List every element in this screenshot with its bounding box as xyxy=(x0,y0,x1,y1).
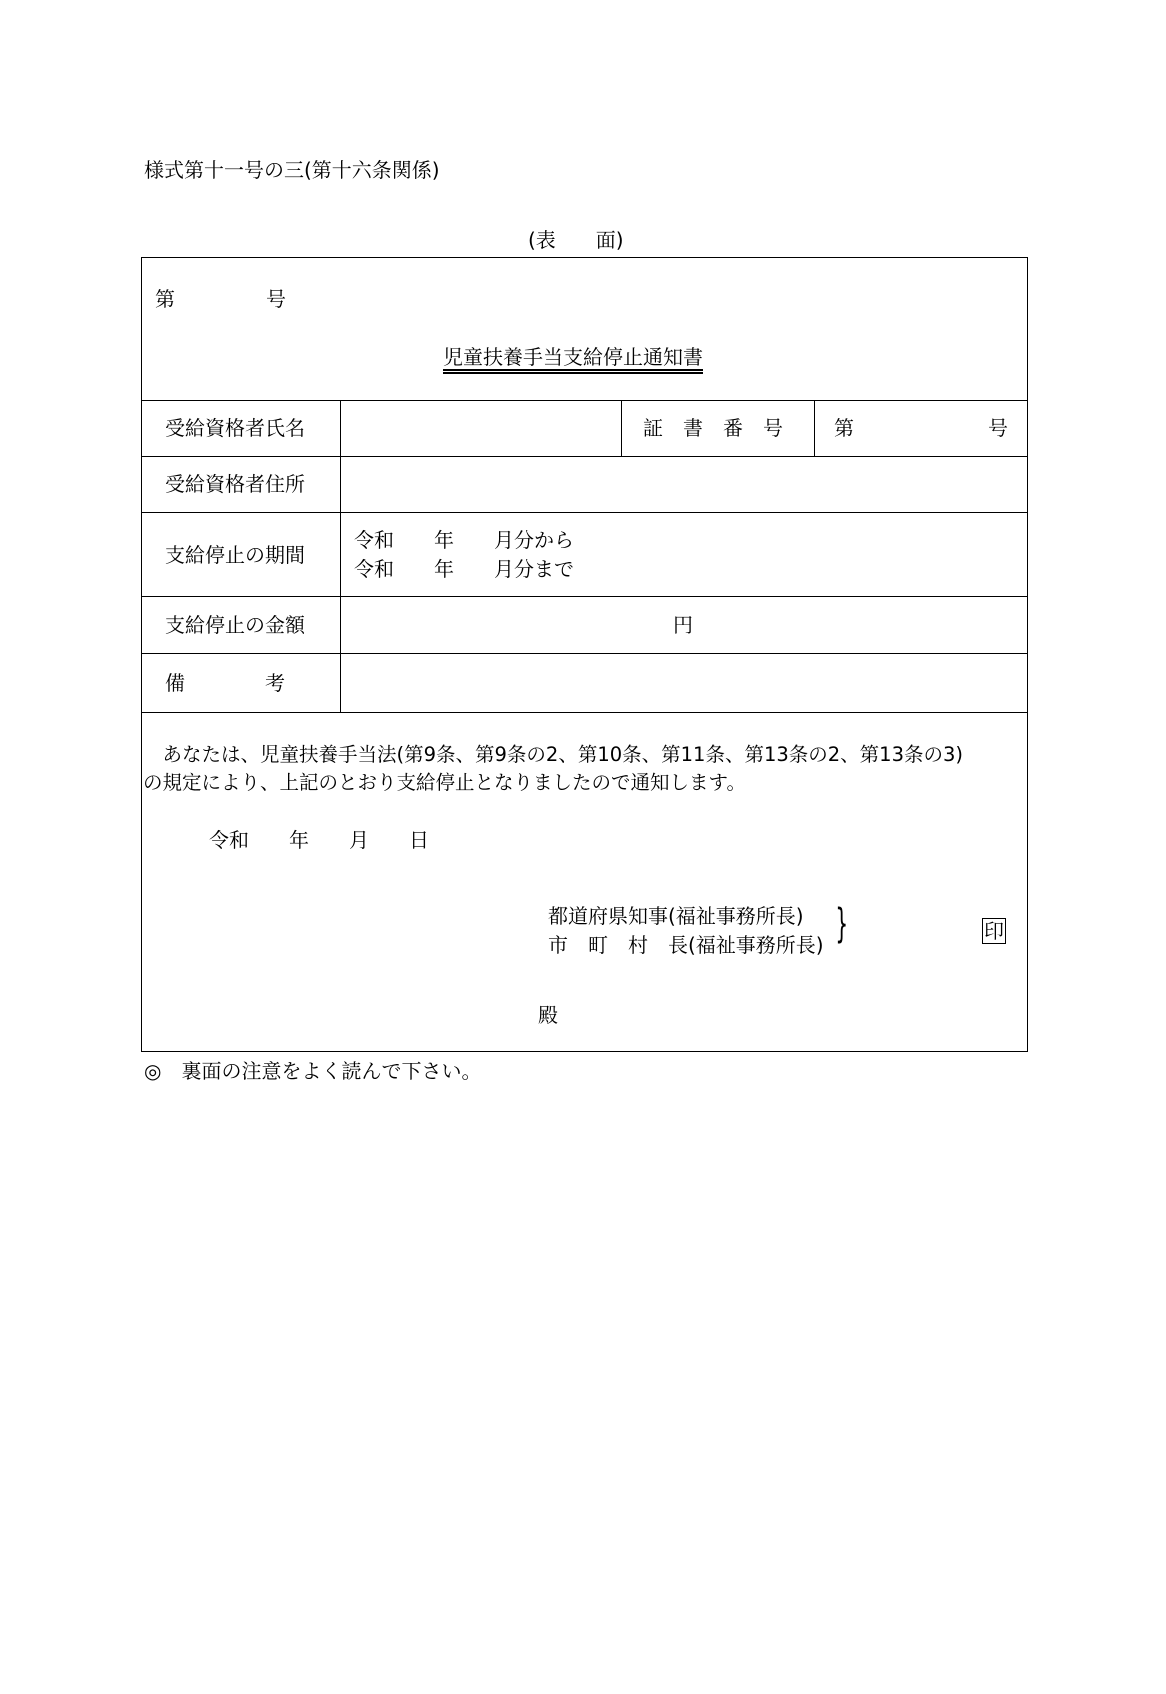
row-label-name: 受給資格者氏名 xyxy=(165,416,305,440)
divider xyxy=(141,596,1028,597)
cert-number-prefix: 第 xyxy=(834,416,854,440)
issue-date: 令和 年 月 日 xyxy=(209,828,429,852)
addressee-suffix: 殿 xyxy=(538,1003,558,1027)
seal-mark: 印 xyxy=(984,919,1004,943)
issuer-prefecture: 都道府県知事(福祉事務所長) xyxy=(548,904,804,928)
divider xyxy=(621,400,622,456)
body-line-1: あなたは、児童扶養手当法(第9条、第9条の2、第10条、第11条、第13条の2、第13条の3) xyxy=(143,743,964,766)
divider xyxy=(141,456,1028,457)
cert-number-label: 証 書 番 号 xyxy=(643,416,783,440)
issuer-municipality: 市 町 村 長(福祉事務所長) xyxy=(548,933,824,957)
body-line-2: の規定により、上記のとおり支給停止となりましたので通知します。 xyxy=(143,771,746,794)
divider xyxy=(141,400,1028,401)
side-label: (表 面) xyxy=(528,228,624,252)
row-label-amount: 支給停止の金額 xyxy=(165,613,305,637)
document-title: 児童扶養手当支給停止通知書 xyxy=(443,345,703,369)
divider xyxy=(814,400,815,456)
form-number: 様式第十一号の三(第十六条関係) xyxy=(144,158,440,182)
amount-yen: 円 xyxy=(673,613,693,637)
divider xyxy=(141,653,1028,654)
brace: } xyxy=(835,901,849,947)
period-from: 令和 年 月分から xyxy=(354,528,574,552)
row-label-remarks: 備 考 xyxy=(165,671,285,695)
row-label-address: 受給資格者住所 xyxy=(165,472,305,496)
back-side-note: ◎ 裏面の注意をよく読んで下さい。 xyxy=(144,1059,482,1083)
divider xyxy=(141,712,1028,713)
row-label-period: 支給停止の期間 xyxy=(165,543,305,567)
divider xyxy=(141,512,1028,513)
number-suffix: 号 xyxy=(266,287,286,311)
number-prefix: 第 xyxy=(155,287,175,311)
cert-number-suffix: 号 xyxy=(988,416,1008,440)
divider xyxy=(340,400,341,712)
period-to: 令和 年 月分まで xyxy=(354,557,574,581)
